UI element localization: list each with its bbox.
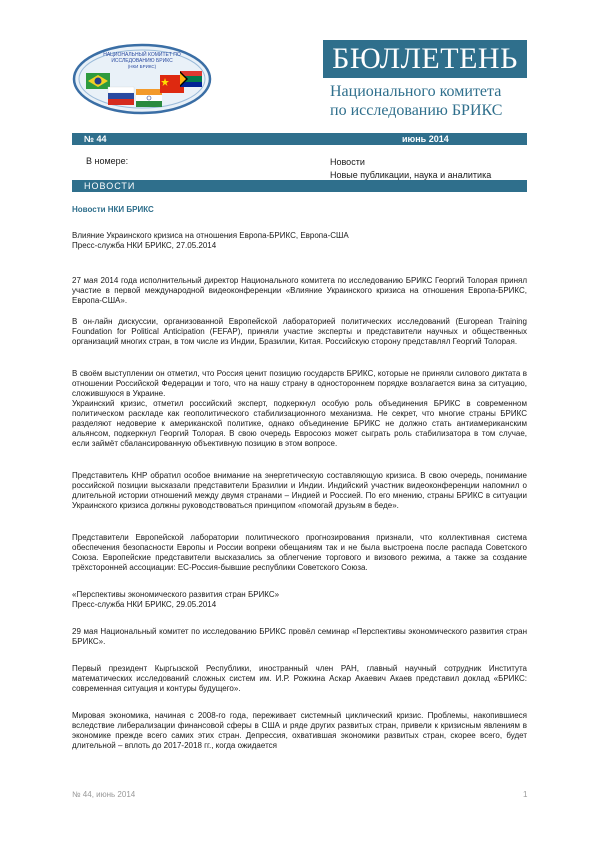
article-1-paragraph: В своём выступлении он отметил, что Россия ценит позицию государств БРИКС, которые не приняли силового диктата в отношении Российской Федерации и того, что на нашу страну в одностороннем порядке возлагается вина за ситуацию, сложившуюся в Украине. [72,369,527,398]
issue-bar [72,133,527,145]
article-2-title: «Перспективы экономического развития стран БРИКС» [72,590,280,599]
issue-number: № 44 [84,134,107,144]
article-2-paragraph: 29 мая Национальный комитет по исследованию БРИКС провёл семинар «Перспективы экономического развития стран БРИКС». [72,627,527,646]
toc-item-news[interactable]: Новости [330,157,365,167]
svg-text:(НКИ БРИКС): (НКИ БРИКС) [127,64,157,69]
section-title: Новости НКИ БРИКС [72,205,154,214]
bulletin-subtitle [330,82,530,120]
in-issue-label: В номере: [86,156,129,166]
toc-item-publications[interactable]: Новые публикации, наука и аналитика [330,169,527,183]
section-bar [72,180,527,192]
article-1-paragraph: В он-лайн дискуссии, организованной Европейской лабораторией политических исследований (European Training Foundation for Political Anticipation (FEFAP), приняли участие эксперты и представители научных и общественных организаций многих стран, в том числе из Индии, Бразилии, Китая. Российскую сторону представлял Георгий Толорая. [72,317,527,346]
article-2-source: Пресс-служба НКИ БРИКС, 29.05.2014 [72,600,217,609]
article-content [72,205,527,762]
svg-text:НАЦИОНАЛЬНЫЙ КОМИТЕТ ПО: НАЦИОНАЛЬНЫЙ КОМИТЕТ ПО [103,52,181,58]
page-number: 1 [523,790,528,799]
section-bar-label: НОВОСТИ [84,181,136,191]
subtitle-line-2: по исследованию БРИКС [330,102,503,119]
issue-date: июнь 2014 [402,134,449,144]
table-of-contents [330,156,527,183]
article-2-paragraph: Мировая экономика, начиная с 2008-го года, переживает системный циклический кризис. Проблемы, накопившиеся вследствие либерализации финансовой сферы в США и ряде других развитых стран, привели к кризисным явлениям в экономике прежде всего самих этих стран. Депрессия, охватившая экономики развитых стран, скорее всего, будет длительной – вплоть до 2017-2018 гг., когда ожидается [72,711,527,750]
article-1-title: Влияние Украинского кризиса на отношения Европа-БРИКС, Европа-США [72,231,349,240]
brics-committee-logo [72,43,212,115]
article-1-paragraph: Представители Европейской лаборатории политического прогнозирования признали, что коллективная система обеспечения безопасности Европы и России вопреки обещаниям так и не была выстроена после распада Советского Союза. Европейские представители высказались за облегчение торгового и визового режима, а также за создание трёхсторонней ассоциации: ЕС-Россия-бывшие республики Советского Союза. [72,533,527,572]
article-2-paragraph: Первый президент Кыргызской Республики, иностранный член РАН, главный научный сотрудник Института математических исследований сложных систем им. И.Р. Рожкина Аскар Акаевич Акаев представил доклад «БРИКС: современная ситуация и контуры будущего». [72,664,527,693]
article-1-source: Пресс-служба НКИ БРИКС, 27.05.2014 [72,241,217,250]
article-1-paragraph: 27 мая 2014 года исполнительный директор Национального комитета по исследованию БРИКС Георгий Толорая принял участие в первой международной видеоконференции «Влияние Украинского кризиса на отношения Европа-БРИКС, Европа-США». [72,276,527,305]
bulletin-banner: БЮЛЛЕТЕНЬ [323,40,527,78]
article-1-paragraph: Представитель КНР обратил особое внимание на энергетическую составляющую кризиса. В свою очередь, понимание российской позиции высказали представители Бразилии и Индии. Индийский участник видеоконференции напомнил о длительной истории отношений между двумя странами – Индией и Россией. По его мнению, страны БРИКС в ситуации Украинского кризиса должны руководствоваться принципом «помогай друзьям в беде». [72,471,527,510]
article-1-paragraph: Украинский кризис, отметил российский эксперт, подкеркнул особую роль объединения БРИКС в современном политическом раскладе как геополитического стабилизационного механизма. Не секрет, что многие страны БРИКС разделяют недоверие к американской политике, однако объединение БРИКС не должно стать антиамериканским альянсом, подкеркнул Георгий Толорая. В свою очередь Евросоюз может сыграть роль стабилизатора в том случае, если займёт сбалансированную объективную позицию в этом вопросе. [72,399,527,448]
logo-emblem [72,43,212,115]
svg-text:ИССЛЕДОВАНИЮ БРИКС: ИССЛЕДОВАНИЮ БРИКС [111,58,173,64]
subtitle-line-1: Национального комитета [330,83,502,100]
footer-issue: № 44, июнь 2014 [72,790,136,799]
